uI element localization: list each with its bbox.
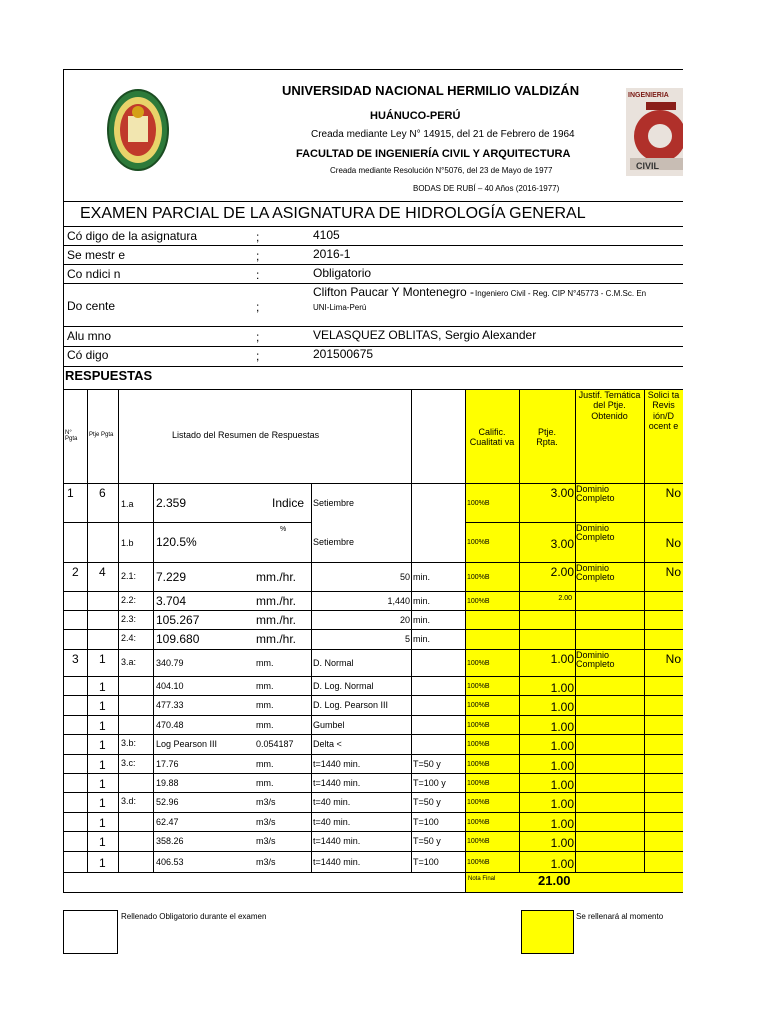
row-sub-item: 2.4:	[121, 633, 137, 643]
row-value: 17.76	[156, 759, 179, 769]
row-value: 109.680	[156, 632, 200, 646]
row-calific: 100%B	[467, 780, 490, 787]
row-question-points: 1	[99, 652, 106, 666]
row-unit: mm.	[256, 778, 274, 788]
row-calific: 100%B	[467, 598, 490, 605]
row-calific: 100%B	[467, 838, 490, 845]
row-ptje: 2.00	[558, 595, 572, 602]
row-ptje: 1.00	[550, 739, 574, 753]
row-calific: 100%B	[467, 574, 490, 581]
row-unit: mm.	[256, 658, 274, 668]
row-detail: D. Log. Normal	[313, 681, 374, 691]
row-ptje: 3.00	[550, 486, 574, 500]
row-unit: mm.	[256, 681, 274, 691]
th-listado: Listado del Resumen de Respuestas	[172, 430, 320, 440]
info-label-student-code: Có digo	[67, 348, 109, 362]
info-label-course-code: Có digo de la asignatura	[67, 229, 198, 243]
row-value: 62.47	[156, 817, 179, 827]
row-justif: Dominio Completo	[576, 650, 615, 670]
row-sub-item: 2.2:	[121, 595, 137, 605]
row-detail: Gumbel	[313, 720, 345, 730]
row-value: 3.704	[156, 594, 187, 608]
row-unit: mm./hr.	[256, 570, 297, 584]
info-value-teacher: Clifton Paucar Y Montenegro -	[313, 285, 474, 299]
row-unit: m3/s	[256, 836, 276, 846]
row-detail: Setiembre	[313, 537, 355, 547]
civil-engineering-logo	[626, 88, 683, 176]
row-sub-item: 2.1:	[121, 571, 137, 581]
legend-yellow-text: Se rellenará al momento	[576, 912, 664, 921]
row-time-unit: min.	[413, 596, 431, 606]
row-question-points: 1	[99, 796, 106, 810]
row-question-points: 4	[99, 565, 106, 579]
row-unit: mm./hr.	[256, 613, 297, 627]
row-question-points: 1	[99, 816, 106, 830]
row-value: 470.48	[156, 720, 184, 730]
info-label-condition: Co ndici n	[67, 267, 121, 281]
row-calific: 100%B	[467, 761, 490, 768]
yellow-nota-final	[465, 872, 683, 892]
th-npgta: N° Pgta	[65, 430, 78, 442]
row-return-period: T=100	[413, 817, 439, 827]
row-sub-item: 3.c:	[121, 758, 136, 768]
row-ptje: 1.00	[550, 681, 574, 695]
row-sub-item: 1.a	[121, 499, 134, 509]
nota-final-value: 21.00	[538, 873, 571, 888]
row-unit: mm.	[256, 720, 274, 730]
row-unit: %	[280, 526, 287, 533]
row-unit: m3/s	[256, 817, 276, 827]
row-detail: D. Normal	[313, 658, 354, 668]
row-question-points: 1	[99, 680, 106, 694]
row-time-unit: min.	[413, 634, 431, 644]
row-question-points: 1	[99, 835, 106, 849]
row-ptje: 1.00	[550, 817, 574, 831]
respuestas-title: RESPUESTAS	[65, 368, 153, 383]
th-solicita: Solici ta Revis ión/D ocent e	[647, 390, 680, 432]
row-value: 404.10	[156, 681, 184, 691]
row-calific: 100%B	[467, 702, 490, 709]
info-sep: ;	[256, 249, 260, 263]
info-sep: ;	[256, 330, 260, 344]
row-calific: 100%B	[467, 500, 490, 507]
creation-resolution: Creada mediante Resolución N°5076, del 23 de Mayo de 1977	[330, 166, 553, 175]
row-ptje: 1.00	[550, 797, 574, 811]
info-value-teacher-line2: UNI-Lima-Perú	[313, 303, 367, 312]
row-unit: m3/s	[256, 857, 276, 867]
anniversary: BODAS DE RUBÍ – 40 Años (2016-1977)	[413, 184, 560, 193]
row-calific: 100%B	[467, 799, 490, 806]
faculty-name: FACULTAD DE INGENIERÍA CIVIL Y ARQUITECTURA	[296, 148, 571, 160]
row-value: 52.96	[156, 797, 179, 807]
row-detail: Delta <	[313, 739, 342, 749]
th-ptje-rpta: Ptje. Rpta.	[536, 427, 558, 448]
row-ptje: 1.00	[550, 720, 574, 734]
row-ptje: 3.00	[550, 537, 574, 551]
info-sep: ;	[256, 349, 260, 363]
row-unit: mm./hr.	[256, 632, 297, 646]
row-value: 120.5%	[156, 535, 197, 549]
logo-text-bottom: CIVIL	[636, 161, 660, 171]
nota-final-label: Nota Final	[468, 876, 496, 882]
logo-text-top: INGENIERIA	[628, 92, 669, 99]
row-question-points: 6	[99, 486, 106, 500]
row-detail: t=40 min.	[313, 817, 351, 827]
row-time: 20	[399, 615, 410, 625]
row-solicita: No	[665, 486, 681, 500]
row-calific: 100%B	[467, 660, 490, 667]
info-sep: ;	[256, 300, 260, 314]
exam-title: EXAMEN PARCIAL DE LA ASIGNATURA DE HIDROLOGÍA GENERAL	[80, 205, 586, 222]
row-value: 340.79	[156, 658, 184, 668]
row-calific: 100%B	[467, 859, 490, 866]
row-calific: 100%B	[467, 819, 490, 826]
row-calific: 100%B	[467, 683, 490, 690]
legend-yellow-box	[521, 910, 574, 954]
university-name: UNIVERSIDAD NACIONAL HERMILIO VALDIZÁN	[282, 83, 580, 98]
row-unit: mm./hr.	[256, 594, 297, 608]
row-detail: t=1440 min.	[313, 857, 361, 867]
row-detail: D. Log. Pearson III	[313, 700, 389, 710]
th-ptje-pgta: Ptje Pgta	[89, 432, 114, 438]
info-sep: :	[256, 268, 260, 282]
row-sub-item: 2.3:	[121, 614, 137, 624]
row-unit: mm.	[256, 759, 274, 769]
info-label-semester: Se mestr e	[67, 248, 126, 262]
creation-law: Creada mediante Ley N° 14915, del 21 de Febrero de 1964	[311, 129, 575, 140]
info-value-condition: Obligatorio	[313, 266, 372, 280]
row-value: 406.53	[156, 857, 184, 867]
row-value: 358.26	[156, 836, 184, 846]
row-question-points: 1	[99, 758, 106, 772]
row-unit: mm.	[256, 700, 274, 710]
row-detail: Setiembre	[313, 498, 355, 508]
info-label-student: Alu mno	[67, 329, 112, 343]
info-value-student: VELASQUEZ OBLITAS, Sergio Alexander	[313, 328, 537, 342]
row-question-points: 1	[99, 738, 106, 752]
row-solicita: No	[665, 565, 681, 579]
row-question-number: 3	[72, 652, 79, 666]
info-value-student-code: 201500675	[313, 347, 374, 361]
row-detail: t=1440 min.	[313, 836, 361, 846]
row-sub-item: 1.b	[121, 538, 134, 548]
city-name: HUÁNUCO-PERÚ	[370, 110, 461, 122]
row-calific: 100%B	[467, 741, 490, 748]
row-return-period: T=50 y	[413, 836, 441, 846]
row-value: 19.88	[156, 778, 179, 788]
row-justif: Dominio Completo	[576, 563, 615, 583]
row-justif: Dominio Completo	[576, 523, 615, 543]
row-time-unit: min.	[413, 615, 431, 625]
row-unit: Indice	[272, 496, 305, 510]
row-ptje: 1.00	[550, 778, 574, 792]
row-return-period: T=100 y	[413, 778, 446, 788]
info-value-course-code: 4105	[313, 228, 340, 242]
row-time: 1,440	[387, 596, 410, 606]
row-ptje: 1.00	[550, 652, 574, 666]
row-detail: t=40 min.	[313, 797, 351, 807]
info-value-semester: 2016-1	[313, 247, 351, 261]
legend-white-text: Rellenado Obligatorio durante el examen	[121, 912, 267, 921]
row-sub-item: 3.d:	[121, 796, 137, 806]
row-ptje: 1.00	[550, 857, 574, 871]
info-sep: ;	[256, 230, 260, 244]
row-return-period: T=50 y	[413, 797, 441, 807]
row-return-period: T=50 y	[413, 759, 441, 769]
row-value: 105.267	[156, 613, 200, 627]
row-ptje: 1.00	[550, 836, 574, 850]
row-solicita: No	[665, 652, 681, 666]
row-question-points: 1	[99, 777, 106, 791]
th-calific: Calific. Cualitati va	[469, 427, 515, 448]
row-time: 5	[404, 634, 410, 644]
row-unit: m3/s	[256, 797, 276, 807]
info-value-teacher-credentials: Ingeniero Civil - Reg. CIP N°45773 - C.M.Sc. En	[475, 289, 647, 298]
row-detail: t=1440 min.	[313, 759, 361, 769]
row-sub-item: 3.a:	[121, 657, 137, 667]
row-value: 477.33	[156, 700, 184, 710]
row-ptje: 1.00	[550, 759, 574, 773]
th-justif: Justif. Temática del Ptje. Obtenido	[578, 390, 641, 421]
row-time-unit: min.	[413, 572, 431, 582]
row-question-points: 1	[99, 699, 106, 713]
row-ptje: 2.00	[550, 565, 574, 579]
row-calific: 100%B	[467, 722, 490, 729]
row-time: 50	[399, 572, 410, 582]
row-value: Log Pearson III	[156, 739, 218, 749]
university-seal-logo	[106, 88, 170, 172]
row-question-number: 2	[72, 565, 79, 579]
row-unit: 0.054187	[256, 739, 294, 749]
legend-white-box	[63, 910, 118, 954]
row-calific: 100%B	[467, 539, 490, 546]
row-question-number: 1	[67, 486, 74, 500]
row-value: 2.359	[156, 496, 187, 510]
row-sub-item: 3.b:	[121, 738, 137, 748]
row-justif: Dominio Completo	[576, 484, 615, 504]
row-question-points: 1	[99, 856, 106, 870]
row-value: 7.229	[156, 570, 187, 584]
row-solicita: No	[665, 536, 681, 550]
info-label-teacher: Do cente	[67, 299, 116, 313]
row-return-period: T=100	[413, 857, 439, 867]
row-question-points: 1	[99, 719, 106, 733]
row-ptje: 1.00	[550, 700, 574, 714]
row-detail: t=1440 min.	[313, 778, 361, 788]
